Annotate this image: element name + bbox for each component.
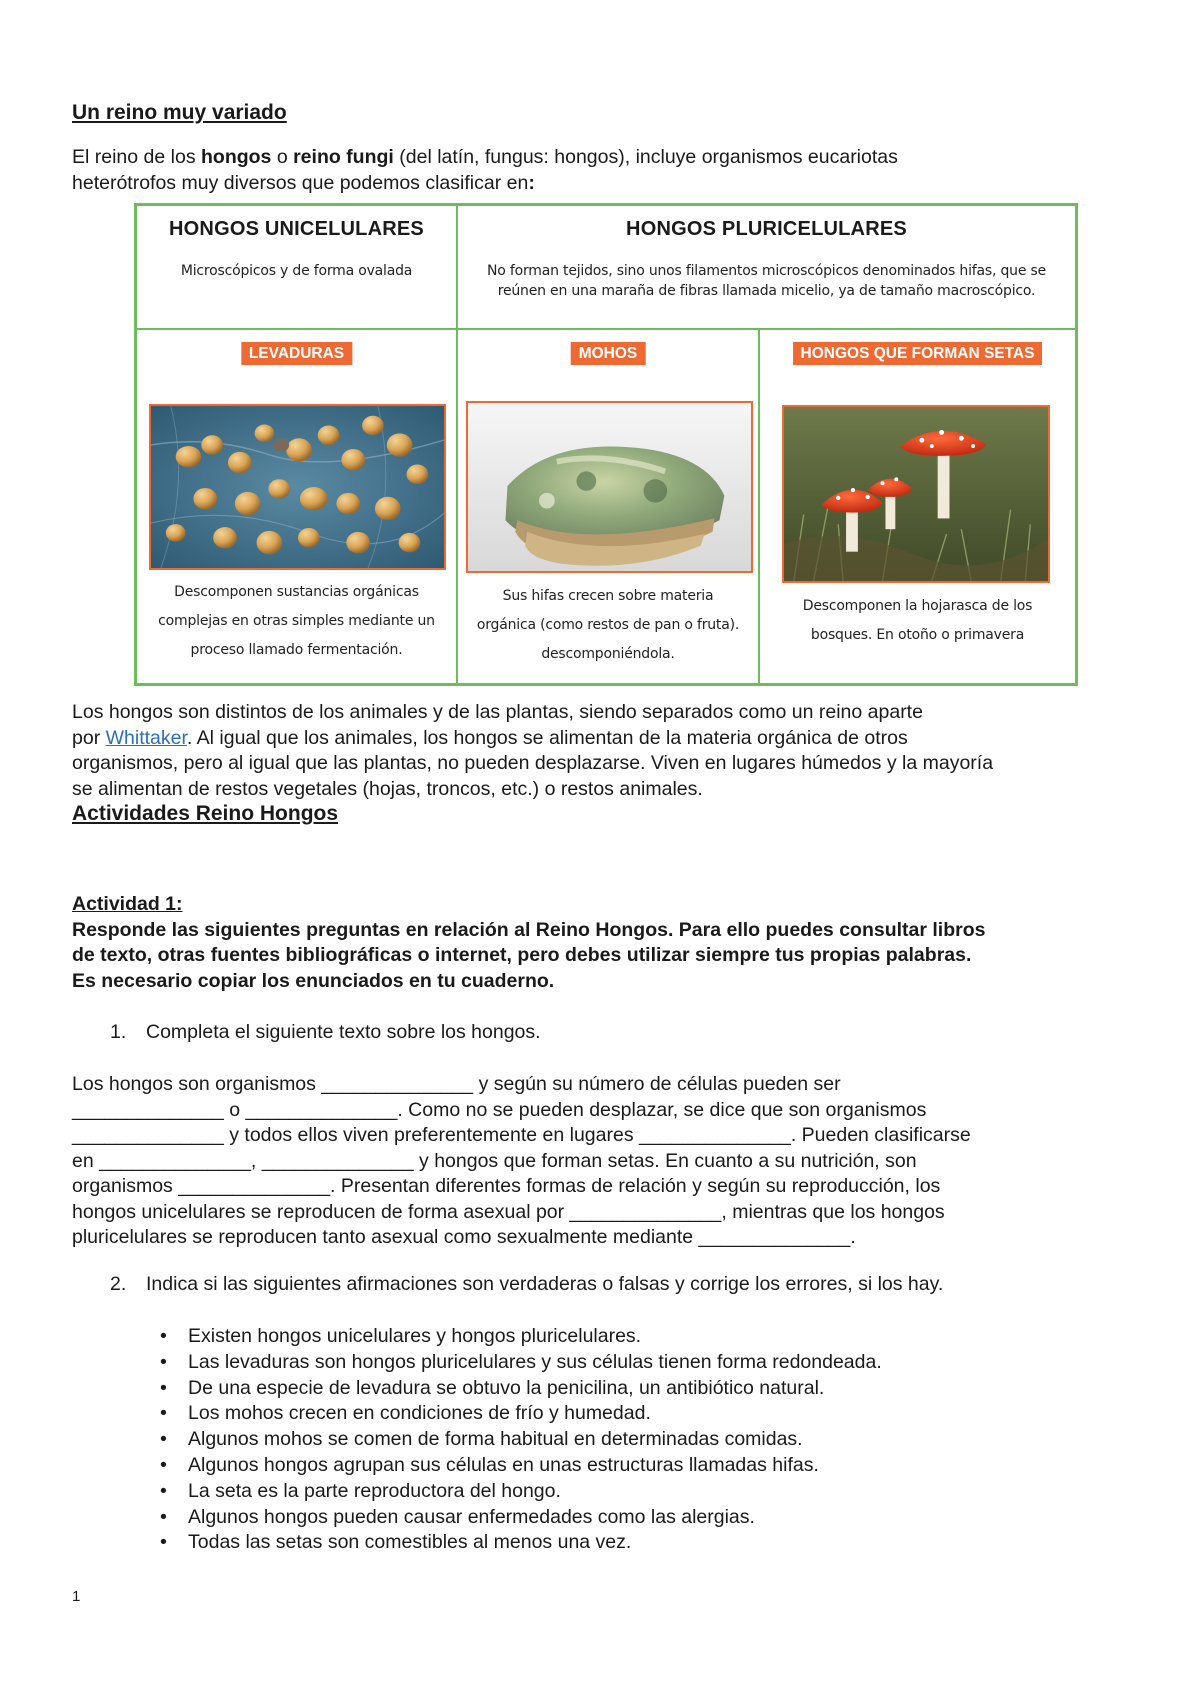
moldy-bread-image [468, 403, 751, 571]
fill-in-text [72, 1072, 1132, 1251]
list-item [160, 1427, 882, 1453]
levaduras-caption-1: Descomponen sustancias orgánicas [174, 584, 419, 600]
uni-title: HONGOS UNICELULARES [169, 218, 424, 240]
setas-caption-1: Descomponen la hojarasca de los [802, 598, 1033, 614]
term-reino-fungi: reino fungi [293, 146, 394, 168]
list-item [160, 1453, 882, 1479]
cell-mohos [458, 330, 760, 683]
pluri-subtitle-1: No forman tejidos, sino unos filamentos microscópicos denominados hifas, que se [487, 263, 1046, 279]
activity-1-instructions-1: Responde las siguientes preguntas en relación al Reino Hongos. Para ello puedes consultar libros [72, 918, 986, 941]
intro-line-1 [72, 145, 1132, 171]
statement-text: Los mohos crecen en condiciones de frío y humedad. [188, 1402, 651, 1425]
body-text: por [72, 726, 106, 749]
statement-text: Las levaduras son hongos pluricelulares y sus células tienen forma redondeada. [188, 1350, 882, 1373]
question-1 [110, 1020, 1170, 1046]
list-item [160, 1376, 882, 1402]
activity-1-instructions-2: de texto, otras fuentes bibliográficas o internet, pero debes utilizar siempre tus propias palabras. [72, 944, 972, 966]
body-line-3: organismos, pero al igual que las plantas, no pueden desplazarse. Viven en lugares húmedos y la mayoría [72, 752, 994, 774]
body-line-4: se alimentan de restos vegetales (hojas, troncos, etc.) o restos animales. [72, 777, 703, 800]
bullet-icon: • [160, 1402, 167, 1425]
body-line-2 [72, 726, 1132, 752]
question-2-number: 2. [110, 1273, 127, 1295]
activity-1 [72, 892, 1132, 994]
statement-text: Existen hongos unicelulares y hongos pluricelulares. [188, 1325, 642, 1347]
fill-line: en ______________, ______________ y hongos que forman setas. En cuanto a su nutrición, son [72, 1149, 917, 1172]
bullet-icon: • [160, 1453, 167, 1476]
statement-text: De una especie de levadura se obtuvo la penicilina, un antibiótico natural. [188, 1376, 825, 1399]
cell-setas [760, 330, 1075, 683]
fill-line: Los hongos son organismos ______________ y según su número de células pueden ser [72, 1073, 841, 1095]
levaduras-caption-3: proceso llamado fermentación. [190, 642, 403, 658]
fill-line: organismos ______________. Presentan diferentes formas de relación y según su reproducción, los [72, 1175, 941, 1197]
statement-text: Algunos hongos agrupan sus células en unas estructuras llamadas hifas. [188, 1453, 819, 1476]
question-2 [110, 1272, 1170, 1298]
pluri-title: HONGOS PLURICELULARES [626, 218, 907, 240]
intro-colon: : [528, 171, 535, 194]
statement-text: Algunos mohos se comen de forma habitual en determinadas comidas. [188, 1428, 803, 1451]
bullet-icon: • [160, 1325, 167, 1347]
body-paragraph [72, 700, 1132, 802]
mohos-caption-2: orgánica (como restos de pan o fruta). [476, 617, 740, 633]
fungi-classification-infographic [134, 203, 1078, 686]
setas-photo [782, 405, 1050, 583]
bullet-icon: • [160, 1505, 167, 1528]
uni-subtitle: Microscópicos y de forma ovalada [180, 263, 413, 279]
cell-unicelulares [137, 206, 458, 330]
intro-text: (del latín, fungus: hongos), incluye organismos eucariotas [393, 146, 898, 168]
intro-line-2 [72, 171, 1132, 197]
fill-line: pluricelulares se reproducen tanto asexual como sexualmente mediante ______________. [72, 1226, 856, 1248]
mohos-caption-3: descomponiéndola. [541, 646, 675, 662]
list-item [160, 1401, 882, 1427]
body-line-1: Los hongos son distintos de los animales y de las plantas, siendo separados como un reino aparte [72, 701, 923, 723]
amanita-mushroom-image [784, 407, 1048, 581]
page-number: 1 [72, 1588, 81, 1605]
list-item [160, 1324, 882, 1350]
question-2-text: Indica si las siguientes afirmaciones son verdaderas o falsas y corrige los errores, si los hay. [146, 1273, 944, 1295]
cell-pluricelulares [458, 206, 1075, 330]
mohos-caption-1: Sus hifas crecen sobre materia [502, 588, 714, 604]
intro-text: o [271, 146, 294, 168]
list-item [160, 1530, 882, 1556]
activity-1-title: Actividad 1: [72, 893, 183, 915]
activities-title: Actividades Reino Hongos [72, 802, 339, 825]
setas-badge: HONGOS QUE FORMAN SETAS [793, 342, 1043, 365]
statement-text: La seta es la parte reproductora del hongo. [188, 1479, 561, 1502]
cell-levaduras [137, 330, 458, 683]
levaduras-badge: LEVADURAS [241, 342, 352, 365]
mohos-badge: MOHOS [571, 342, 646, 365]
section-title: Un reino muy variado [72, 101, 287, 124]
fill-line: hongos unicelulares se reproducen de forma asexual por ______________, mientras que los hongos [72, 1200, 945, 1223]
activity-1-instructions-3: Es necesario copiar los enunciados en tu cuaderno. [72, 969, 555, 992]
statements-list [160, 1324, 882, 1556]
whittaker-link[interactable]: Whittaker [105, 726, 187, 749]
bullet-icon: • [160, 1531, 167, 1554]
body-text: . Al igual que los animales, los hongos se alimentan de la materia orgánica de otros [186, 726, 908, 749]
list-item [160, 1505, 882, 1531]
fill-line: ______________ y todos ellos viven preferentemente en lugares ______________. Pueden clasificarse [72, 1124, 971, 1146]
mohos-photo [466, 401, 753, 573]
bullet-icon: • [160, 1479, 167, 1502]
yeast-micrograph-image [151, 406, 444, 568]
statement-text: Algunos hongos pueden causar enfermedades como las alergias. [188, 1505, 755, 1528]
list-item [160, 1479, 882, 1505]
bullet-icon: • [160, 1350, 167, 1373]
intro-text: heterótrofos muy diversos que podemos clasificar en [72, 171, 529, 194]
question-1-number: 1. [110, 1021, 127, 1043]
bullet-icon: • [160, 1428, 167, 1451]
list-item [160, 1350, 882, 1376]
question-1-text: Completa el siguiente texto sobre los hongos. [146, 1021, 541, 1043]
term-hongos: hongos [201, 146, 272, 168]
bullet-icon: • [160, 1376, 167, 1399]
fill-line: ______________ o ______________. Como no se pueden desplazar, se dice que son organismos [72, 1098, 927, 1121]
levaduras-caption-2: complejas en otras simples mediante un [158, 613, 435, 629]
setas-caption-2: bosques. En otoño o primavera [810, 627, 1025, 643]
intro-paragraph [72, 145, 1132, 196]
statement-text: Todas las setas son comestibles al menos una vez. [188, 1531, 632, 1554]
intro-text: El reino de los [72, 146, 201, 168]
levaduras-photo [149, 404, 446, 570]
pluri-subtitle-2: reúnen en una maraña de fibras llamada micelio, ya de tamaño macroscópico. [497, 283, 1036, 299]
